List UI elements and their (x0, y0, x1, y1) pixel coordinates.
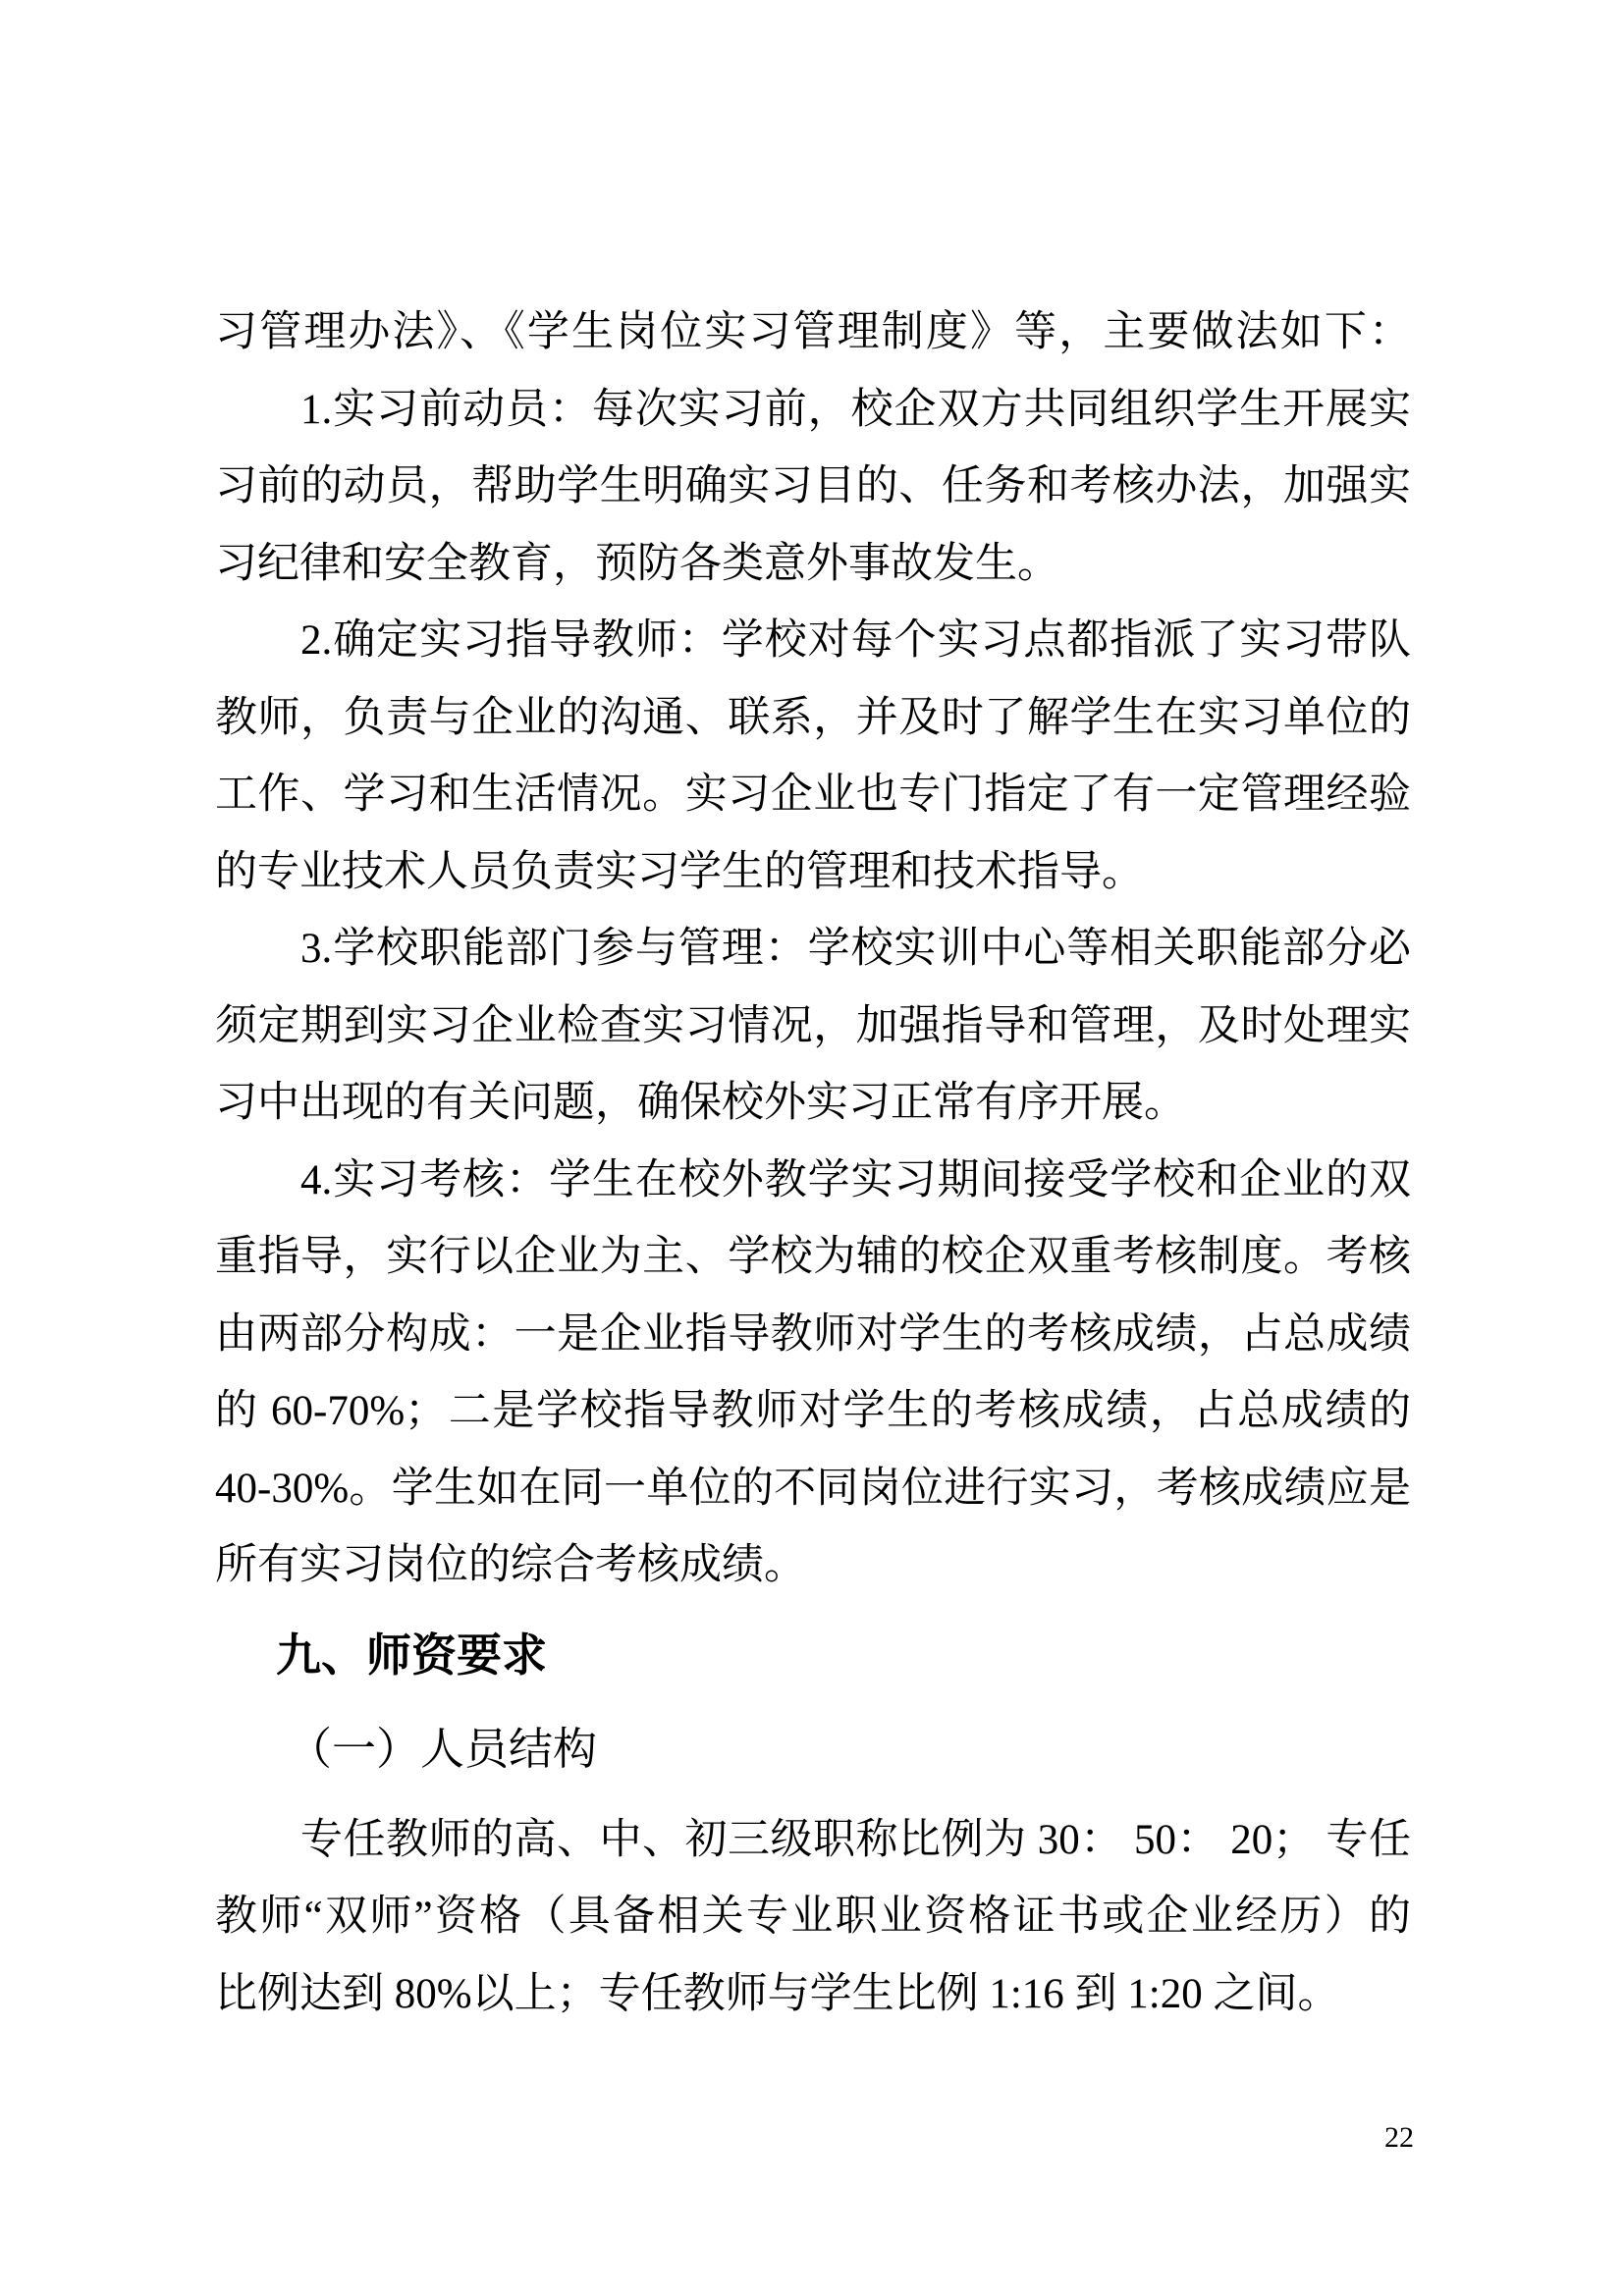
text-line: 教师，负责与企业的沟通、联系，并及时了解学生在实习单位的 (215, 694, 1411, 741)
text-line: 由两部分构成：一是企业指导教师对学生的考核成绩，占总成绩 (215, 1310, 1411, 1358)
text-line: 工作、学习和生活情况。实习企业也专门指定了有一定管理经验 (215, 772, 1411, 818)
text-line: 4.实习考核：学生在校外教学实习期间接受学校和企业的双 (300, 1156, 1411, 1203)
text-line: 习前的动员，帮助学生明确实习目的、任务和考核办法，加强实 (215, 463, 1411, 509)
text-line: 的专业技术人员负责实习学生的管理和技术指导。 (215, 848, 1144, 895)
page-number: 22 (1384, 2121, 1414, 2154)
text-line: 习纪律和安全教育，预防各类意外事故发生。 (215, 540, 1059, 587)
text-line: 的 60-70%；二是学校指导教师对学生的考核成绩，占总成绩的 (215, 1388, 1411, 1434)
text-line: 1.实习前动员：每次实习前，校企双方共同组织学生开展实 (300, 386, 1411, 433)
text-line: 比例达到 80%以上；专任教师与学生比例 1:16 到 1:20 之间。 (215, 1970, 1340, 2017)
text-line: 2.确定实习指导教师：学校对每个实习点都指派了实习带队 (300, 617, 1411, 664)
text-line: 所有实习岗位的综合考核成绩。 (215, 1542, 806, 1588)
text-line: 习管理办法》、《学生岗位实习管理制度》等，主要做法如下： (215, 309, 1411, 355)
page-content (215, 294, 1411, 2033)
text-line: 习中出现的有关问题，确保校外实习正常有序开展。 (215, 1080, 1186, 1126)
section-heading: 九、师资要求 (276, 1629, 547, 1681)
subsection-heading: （一）人员结构 (288, 1725, 598, 1774)
text-line: 专任教师的高、中、初三级职称比例为 30： 50： 20； 专任 (300, 1816, 1411, 1863)
text-line: 40-30%。学生如在同一单位的不同岗位进行实习，考核成绩应是 (215, 1465, 1411, 1512)
text-line: 3.学校职能部门参与管理：学校实训中心等相关职能部分必 (300, 926, 1411, 972)
text-line: 须定期到实习企业检查实习情况，加强指导和管理，及时处理实 (215, 1002, 1411, 1049)
text-line: 重指导，实行以企业为主、学校为辅的校企双重考核制度。考核 (215, 1234, 1411, 1280)
text-line: 教师“双师”资格（具备相关专业职业资格证书或企业经历）的 (215, 1894, 1411, 1940)
